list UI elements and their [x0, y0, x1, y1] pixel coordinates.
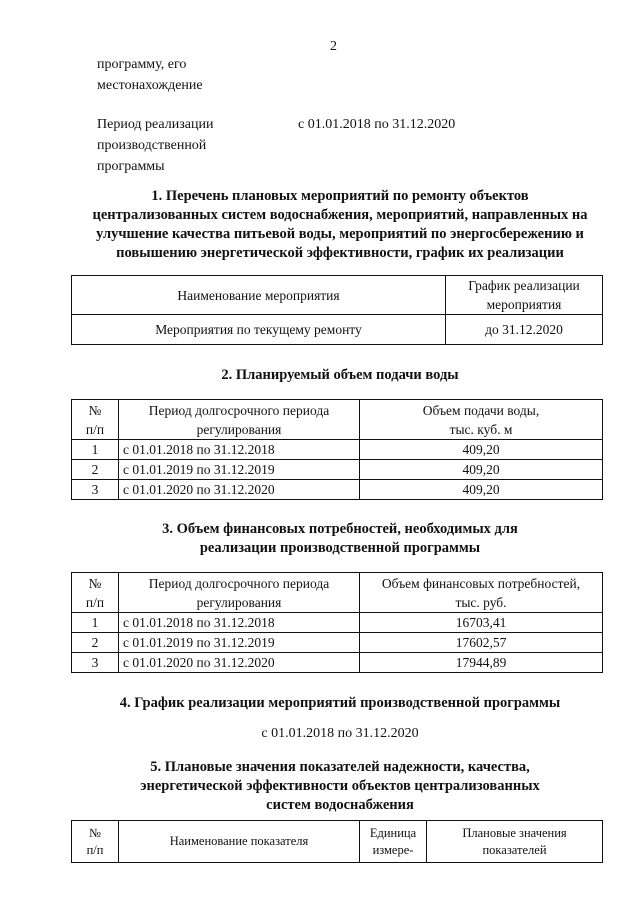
header-value	[360, 573, 603, 613]
row-num: 2	[72, 460, 119, 480]
row-value: 16703,41	[360, 613, 603, 633]
header-period	[119, 400, 360, 440]
section3-title-line: реализации производственной программы	[199, 540, 481, 556]
page-number: 2	[330, 39, 337, 54]
header-num	[72, 400, 119, 440]
event-name: Мероприятия по текущему ремонту	[72, 315, 446, 345]
period-label	[97, 114, 213, 177]
header-num	[72, 821, 119, 863]
header-period	[119, 573, 360, 613]
section1-title	[50, 187, 630, 263]
row-value: 409,20	[360, 440, 603, 460]
row-period: с 01.01.2018 по 31.12.2018	[119, 440, 360, 460]
section5-table	[71, 820, 603, 863]
row-period: с 01.01.2019 по 31.12.2019	[119, 460, 360, 480]
row-num: 3	[72, 480, 119, 500]
header-period-line: регулирования	[196, 594, 282, 610]
row-period: с 01.01.2018 по 31.12.2018	[119, 613, 360, 633]
header-indicator-name: Наименование показателя	[119, 821, 360, 863]
header-num-line: №	[89, 825, 101, 840]
period-label-line: программы	[97, 159, 165, 174]
period-label-line: Период реализации	[97, 117, 214, 132]
section1-title-line: улучшение качества питьевой воды, мероприятий по энергосбережению и	[96, 226, 584, 242]
section3-title-line: 3. Объем финансовых потребностей, необходимых для	[162, 521, 518, 537]
section4-title: 4. График реализации мероприятий производственной программы	[119, 695, 561, 711]
row-num: 3	[72, 653, 119, 673]
section5-title-line: систем водоснабжения	[266, 797, 414, 813]
section4-period: с 01.01.2018 по 31.12.2020	[261, 726, 419, 741]
row-value: 409,20	[360, 460, 603, 480]
header-unit-line: Единица	[369, 825, 417, 840]
row-value: 409,20	[360, 480, 603, 500]
header-value-line: Объем финансовых потребностей,	[381, 575, 581, 591]
header-num-line: №	[88, 402, 102, 418]
row-value: 17944,89	[360, 653, 603, 673]
header-num-line: №	[88, 575, 102, 591]
section3-title	[50, 520, 630, 558]
section2-table	[71, 399, 603, 500]
section1-title-line: централизованных систем водоснабжения, мероприятий, направленных на	[92, 207, 588, 223]
header-num-line: п/п	[86, 842, 104, 857]
row-period: с 01.01.2020 по 31.12.2020	[119, 653, 360, 673]
location-tail-line: местонахождение	[97, 78, 203, 93]
header-schedule-line: График реализации	[468, 278, 580, 293]
section5-title-line: 5. Плановые значения показателей надежности, качества,	[150, 759, 530, 775]
header-num	[72, 573, 119, 613]
header-planned-line: показателей	[482, 842, 547, 857]
section1-title-line: повышению энергетической эффективности, график их реализации	[116, 245, 564, 261]
header-planned-line: Плановые значения	[462, 825, 567, 840]
location-tail-line: программу, его	[97, 57, 187, 72]
header-name: Наименование мероприятия	[72, 276, 446, 315]
row-period: с 01.01.2020 по 31.12.2020	[119, 480, 360, 500]
header-value-line: тыс. куб. м	[449, 421, 513, 437]
section1-title-line: 1. Перечень плановых мероприятий по ремонту объектов	[151, 188, 529, 204]
section1-table	[71, 275, 603, 345]
header-unit	[360, 821, 427, 863]
row-num: 1	[72, 613, 119, 633]
location-tail	[97, 54, 203, 96]
header-planned	[427, 821, 603, 863]
row-period: с 01.01.2019 по 31.12.2019	[119, 633, 360, 653]
header-unit-line: измере-	[372, 842, 414, 857]
section5-title	[50, 758, 630, 815]
row-num: 2	[72, 633, 119, 653]
header-period-line: Период долгосрочного периода	[148, 575, 330, 591]
header-period-line: регулирования	[196, 421, 282, 437]
header-value-line: Объем подачи воды,	[422, 402, 540, 418]
header-num-line: п/п	[85, 421, 105, 437]
section3-table	[71, 572, 603, 673]
section5-title-line: энергетической эффективности объектов централизованных	[140, 778, 540, 794]
event-schedule: до 31.12.2020	[446, 315, 603, 345]
header-schedule	[446, 276, 603, 315]
period-value: с 01.01.2018 по 31.12.2020	[298, 117, 456, 132]
period-label-line: производственной	[97, 138, 207, 153]
row-value: 17602,57	[360, 633, 603, 653]
header-num-line: п/п	[85, 594, 105, 610]
header-schedule-line: мероприятия	[486, 297, 562, 312]
row-num: 1	[72, 440, 119, 460]
header-value	[360, 400, 603, 440]
header-period-line: Период долгосрочного периода	[148, 402, 330, 418]
header-value-line: тыс. руб.	[455, 594, 507, 610]
section2-title: 2. Планируемый объем подачи воды	[221, 367, 459, 383]
